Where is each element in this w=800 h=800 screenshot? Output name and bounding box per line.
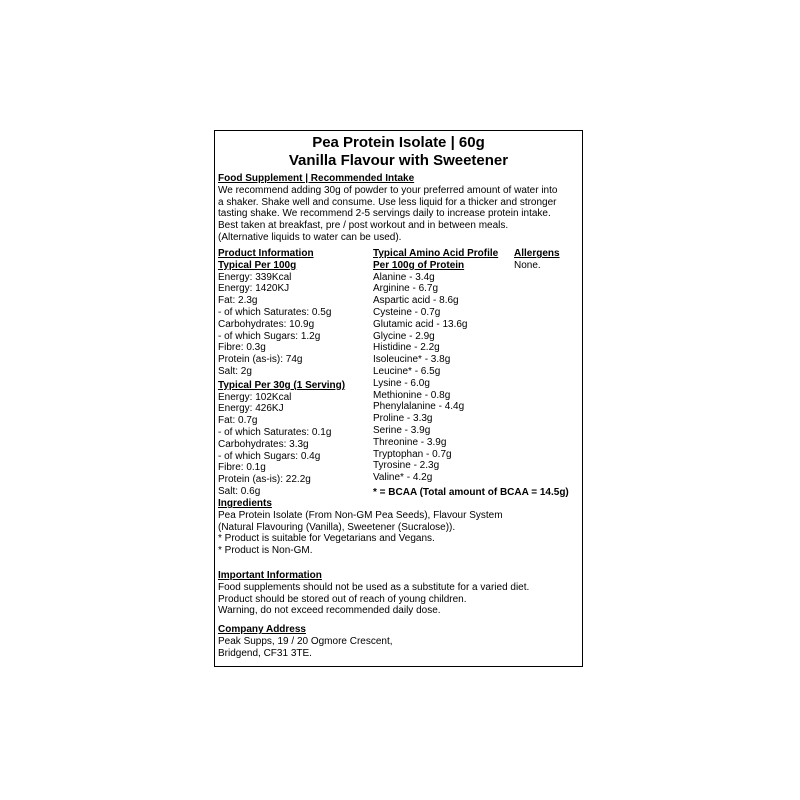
company-line: Peak Supps, 19 / 20 Ogmore Crescent, bbox=[218, 635, 393, 647]
allergens-section bbox=[514, 248, 560, 272]
amino-row: Isoleucine* - 3.8g bbox=[373, 354, 451, 366]
amino-row: Alanine - 3.4g bbox=[373, 271, 435, 283]
nutrition-row: Fibre: 0.3g bbox=[218, 342, 266, 354]
important-line: Food supplements should not be used as a substitute for a varied diet. bbox=[218, 581, 530, 593]
bcaa-note: * = BCAA (Total amount of BCAA = 14.5g) bbox=[373, 486, 569, 498]
company-section bbox=[218, 624, 393, 659]
nutrition-row: Energy: 426KJ bbox=[218, 403, 284, 415]
ingredients-line: Pea Protein Isolate (From Non-GM Pea Seeds), Flavour System bbox=[218, 509, 503, 521]
company-line: Bridgend, CF31 3TE. bbox=[218, 647, 312, 659]
ingredients-line: (Natural Flavouring (Vanilla), Sweetener (Sucralose)). bbox=[218, 521, 456, 533]
amino-subheading: Per 100g of Protein bbox=[373, 259, 465, 271]
ingredients-section bbox=[218, 498, 503, 557]
nutrition-row: - of which Saturates: 0.5g bbox=[218, 306, 332, 318]
ingredients-heading: Ingredients bbox=[218, 498, 272, 509]
intake-heading: Food Supplement | Recommended Intake bbox=[218, 173, 415, 184]
amino-section bbox=[373, 248, 569, 499]
amino-row: Methionine - 0.8g bbox=[373, 389, 451, 401]
intake-line: a shaker. Shake well and consume. Use less liquid for a thicker and stronger bbox=[218, 196, 557, 208]
intake-line: Best taken at breakfast, pre / post workout and in between meals. bbox=[218, 220, 509, 232]
important-line: Warning, do not exceed recommended daily dose. bbox=[218, 605, 441, 617]
amino-row: Histidine - 2.2g bbox=[373, 342, 440, 354]
amino-row: Threonine - 3.9g bbox=[373, 436, 447, 448]
amino-row: Valine* - 4.2g bbox=[373, 472, 433, 484]
nutrition-row: Carbohydrates: 3.3g bbox=[218, 438, 309, 450]
nutrition-row: Fat: 2.3g bbox=[218, 295, 258, 307]
product-title: Pea Protein Isolate | 60g bbox=[312, 134, 485, 151]
amino-row: Arginine - 6.7g bbox=[373, 283, 439, 295]
amino-row: Glutamic acid - 13.6g bbox=[373, 318, 468, 330]
nutrition-row: Energy: 339Kcal bbox=[218, 271, 292, 283]
amino-row: Tryptophan - 0.7g bbox=[373, 448, 452, 460]
per100-heading: Typical Per 100g bbox=[218, 259, 297, 271]
amino-row: Phenylalanine - 4.4g bbox=[373, 401, 465, 413]
nutrition-row: Salt: 0.6g bbox=[218, 485, 261, 497]
amino-row: Serine - 3.9g bbox=[373, 424, 431, 436]
amino-row: Cysteine - 0.7g bbox=[373, 306, 441, 318]
nutrition-row: Carbohydrates: 10.9g bbox=[218, 318, 315, 330]
amino-row: Aspartic acid - 8.6g bbox=[373, 295, 459, 307]
ingredients-line: * Product is Non-GM. bbox=[218, 545, 313, 557]
nutrition-row: Protein (as-is): 22.2g bbox=[218, 474, 311, 486]
nutrition-row: - of which Sugars: 0.4g bbox=[218, 450, 321, 462]
intake-section bbox=[218, 173, 557, 244]
nutrition-row: Fat: 0.7g bbox=[218, 415, 258, 427]
amino-row: Tyrosine - 2.3g bbox=[373, 460, 440, 472]
intake-line: (Alternative liquids to water can be used). bbox=[218, 231, 402, 243]
intake-line: We recommend adding 30g of powder to your preferred amount of water into bbox=[218, 184, 558, 196]
amino-heading: Typical Amino Acid Profile bbox=[373, 248, 499, 259]
nutrition-row: Salt: 2g bbox=[218, 365, 252, 377]
ingredients-line: * Product is suitable for Vegetarians and Vegans. bbox=[218, 533, 435, 545]
company-heading: Company Address bbox=[218, 624, 306, 635]
amino-row: Lysine - 6.0g bbox=[373, 377, 430, 389]
nutrition-row: Energy: 102Kcal bbox=[218, 391, 292, 403]
important-section bbox=[218, 570, 529, 617]
per30-heading: Typical Per 30g (1 Serving) bbox=[218, 379, 346, 391]
nutrition-row: Fibre: 0.1g bbox=[218, 462, 266, 474]
nutrition-row: Energy: 1420KJ bbox=[218, 283, 290, 295]
amino-row: Leucine* - 6.5g bbox=[373, 365, 441, 377]
important-heading: Important Information bbox=[218, 570, 322, 581]
allergens-value: None. bbox=[514, 259, 541, 271]
product-subtitle: Vanilla Flavour with Sweetener bbox=[288, 152, 509, 169]
product-info-heading: Product Information bbox=[218, 248, 314, 259]
allergens-heading: Allergens bbox=[514, 248, 560, 259]
nutrition-row: - of which Sugars: 1.2g bbox=[218, 330, 321, 342]
important-line: Product should be stored out of reach of young children. bbox=[218, 593, 467, 605]
intake-line: tasting shake. We recommend 2-5 servings daily to increase protein intake. bbox=[218, 208, 551, 220]
product-info-section bbox=[218, 248, 345, 498]
nutrition-row: Protein (as-is): 74g bbox=[218, 354, 303, 366]
amino-row: Glycine - 2.9g bbox=[373, 330, 435, 342]
amino-row: Proline - 3.3g bbox=[373, 413, 433, 425]
nutrition-row: - of which Saturates: 0.1g bbox=[218, 426, 332, 438]
